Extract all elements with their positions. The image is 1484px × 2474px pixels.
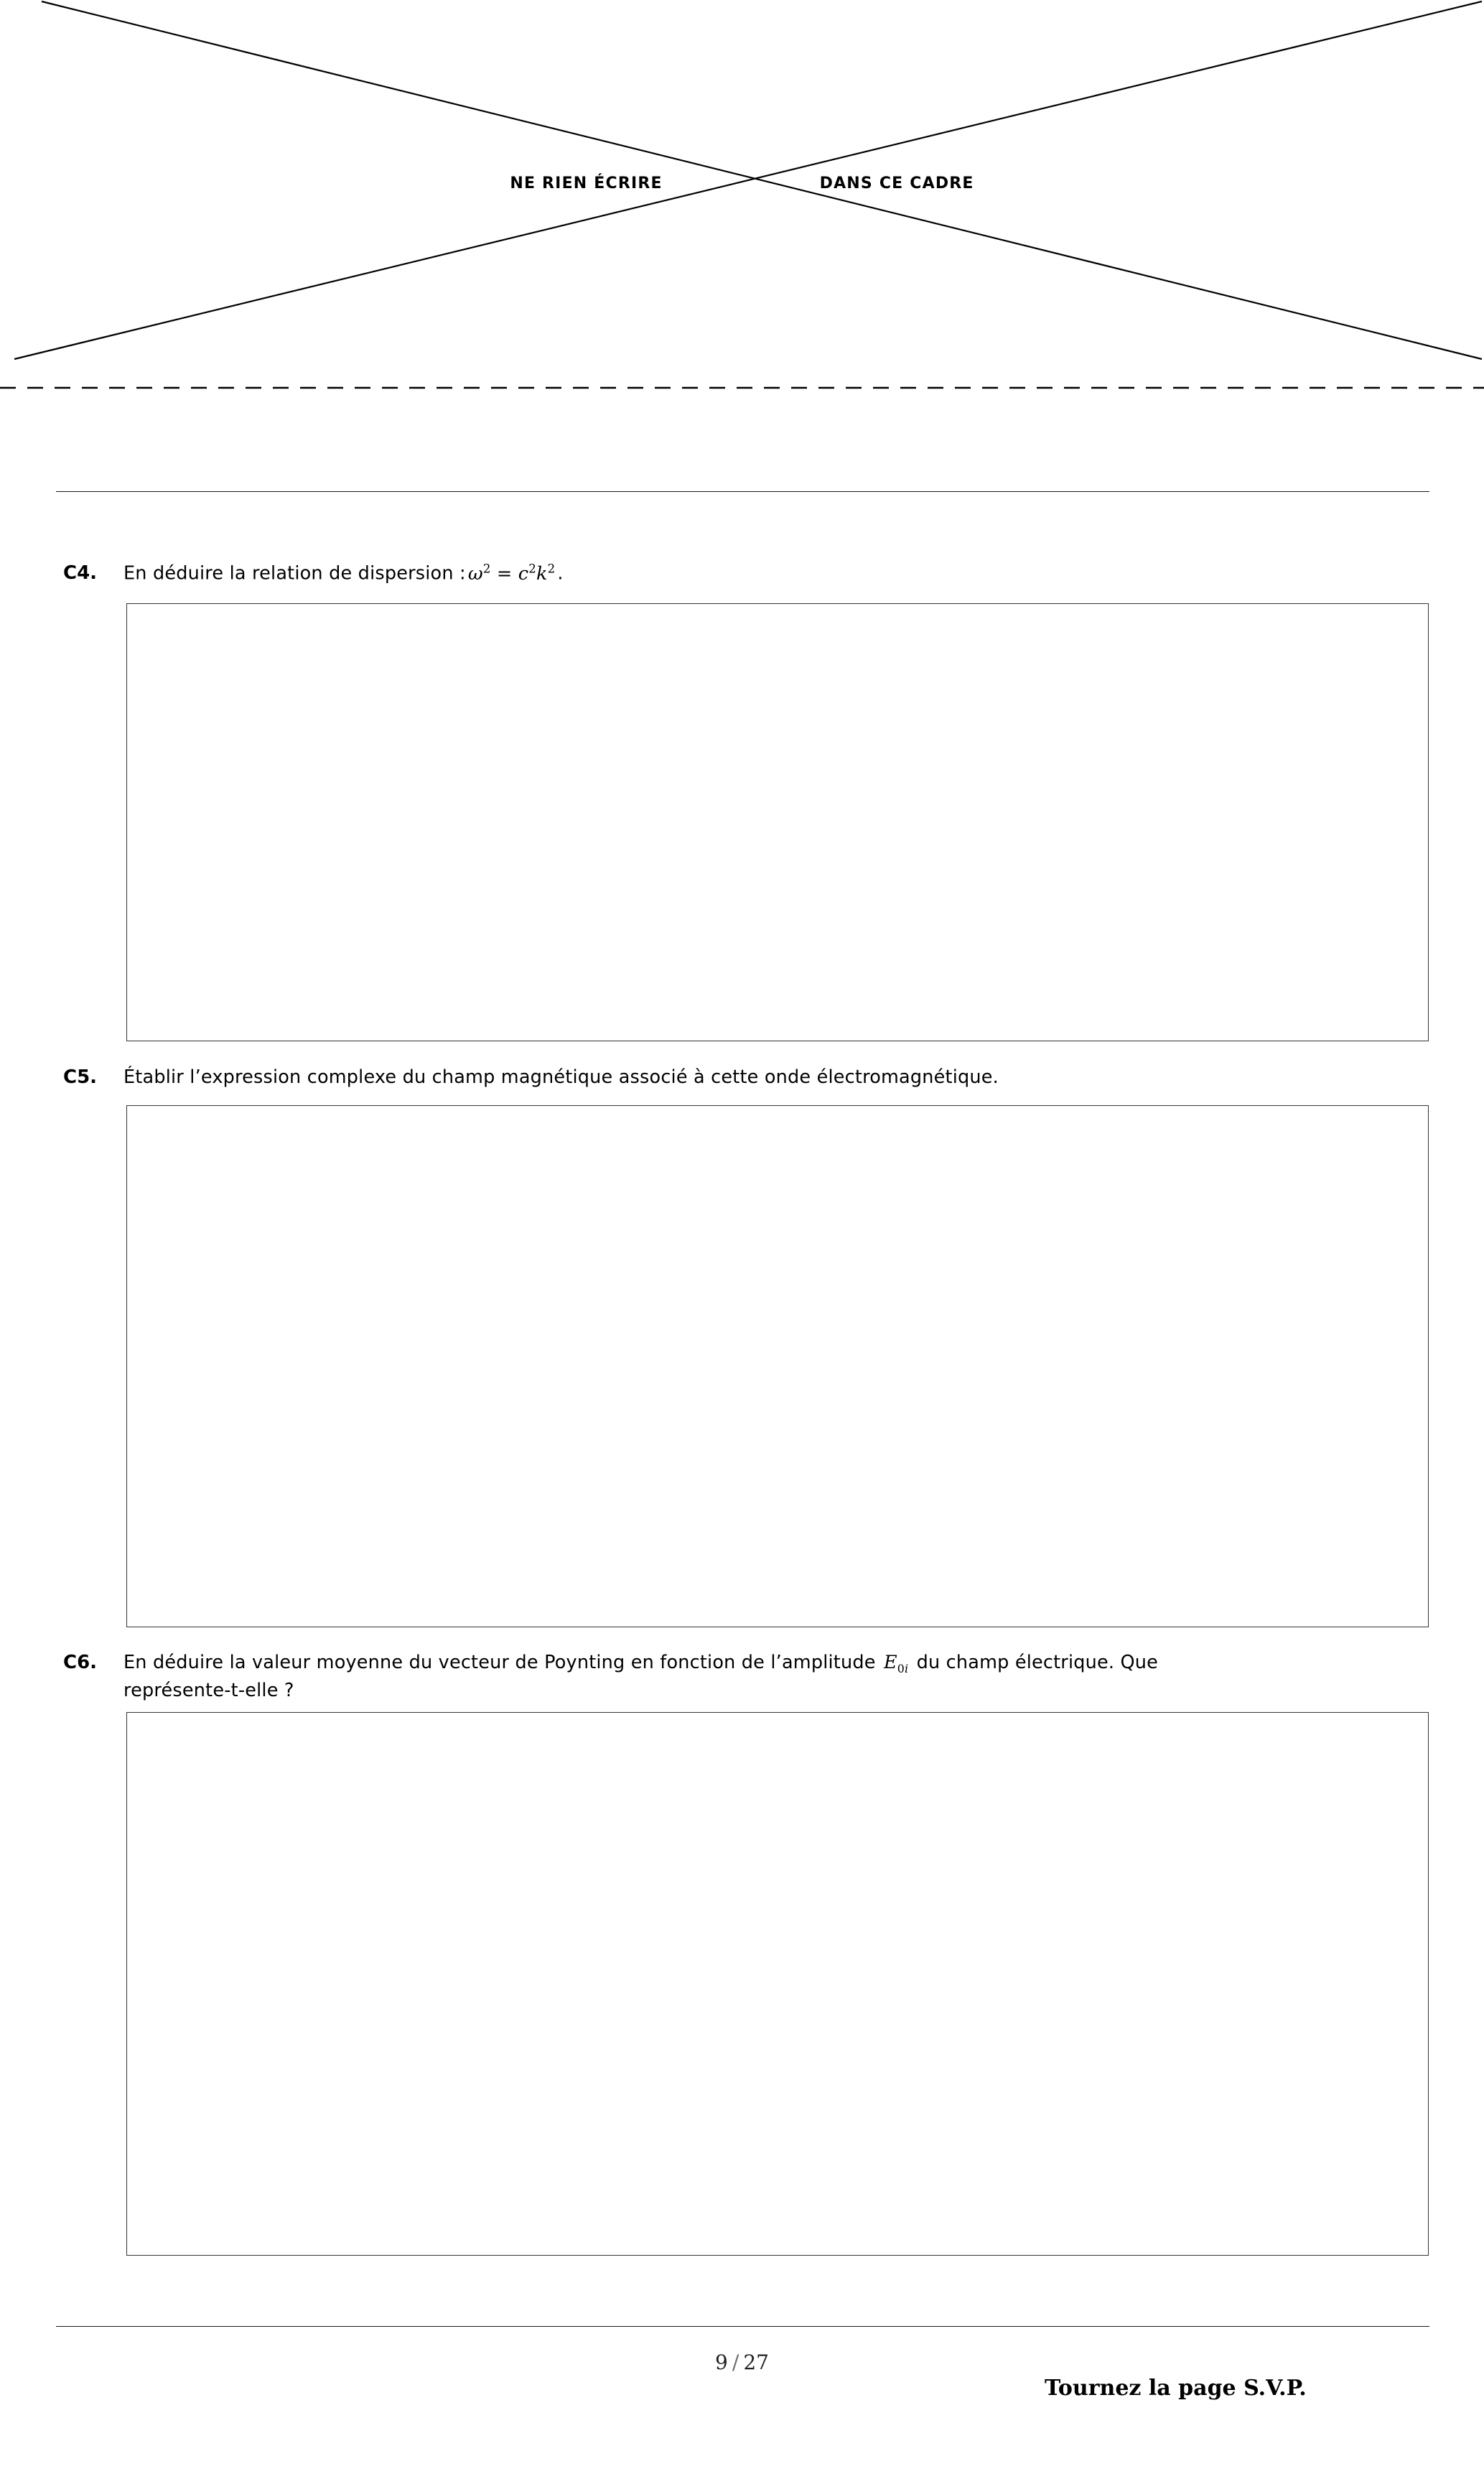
question-c5 [63, 1064, 1429, 1090]
question-c4-text [123, 560, 1429, 587]
banner-text-row [0, 175, 1484, 192]
question-c6-line1-suffix: du champ électrique. Que [916, 1652, 1159, 1673]
question-c5-label: C5. [63, 1066, 98, 1088]
question-c6 [63, 1650, 1429, 1703]
question-c4 [63, 560, 1429, 587]
question-c4-formula: $\omega^2 = c^2k^2$ [467, 562, 556, 585]
question-c6-symbol: $E_{0i}$ [883, 1652, 909, 1676]
banner-left-label: NE RIEN ÉCRIRE [510, 175, 663, 192]
page-total: 27 [743, 2350, 769, 2374]
banner-right-label: DANS CE CADRE [819, 175, 974, 192]
question-c6-line2: représente-t-elle ? [123, 1679, 294, 1701]
page-number [0, 2350, 1484, 2374]
question-c6-label: C6. [63, 1652, 98, 1673]
page-current: 9 [715, 2350, 728, 2374]
answer-box-c6[interactable] [126, 1712, 1429, 2256]
no-write-banner [0, 0, 1484, 391]
question-c4-suffix: . [557, 562, 564, 585]
page-separator: / [732, 2350, 739, 2374]
question-c6-text [123, 1650, 1429, 1703]
banner-crossed-lines [0, 0, 1484, 391]
question-c5-text: Établir l’expression complexe du champ magnétique associé à cette onde électromagnétique. [123, 1066, 999, 1088]
question-c4-prefix: En déduire la relation de dispersion : [123, 562, 466, 585]
answer-box-c4[interactable] [126, 603, 1429, 1041]
header-rule [56, 491, 1429, 492]
question-c6-line1-prefix: En déduire la valeur moyenne du vecteur de Poynting en fonction de l’amplitude [123, 1652, 876, 1673]
footer-rule [56, 2326, 1429, 2327]
question-c4-label: C4. [63, 562, 98, 584]
answer-box-c5[interactable] [126, 1105, 1429, 1627]
turn-page-notice: Tournez la page S.V.P. [1045, 2376, 1307, 2401]
